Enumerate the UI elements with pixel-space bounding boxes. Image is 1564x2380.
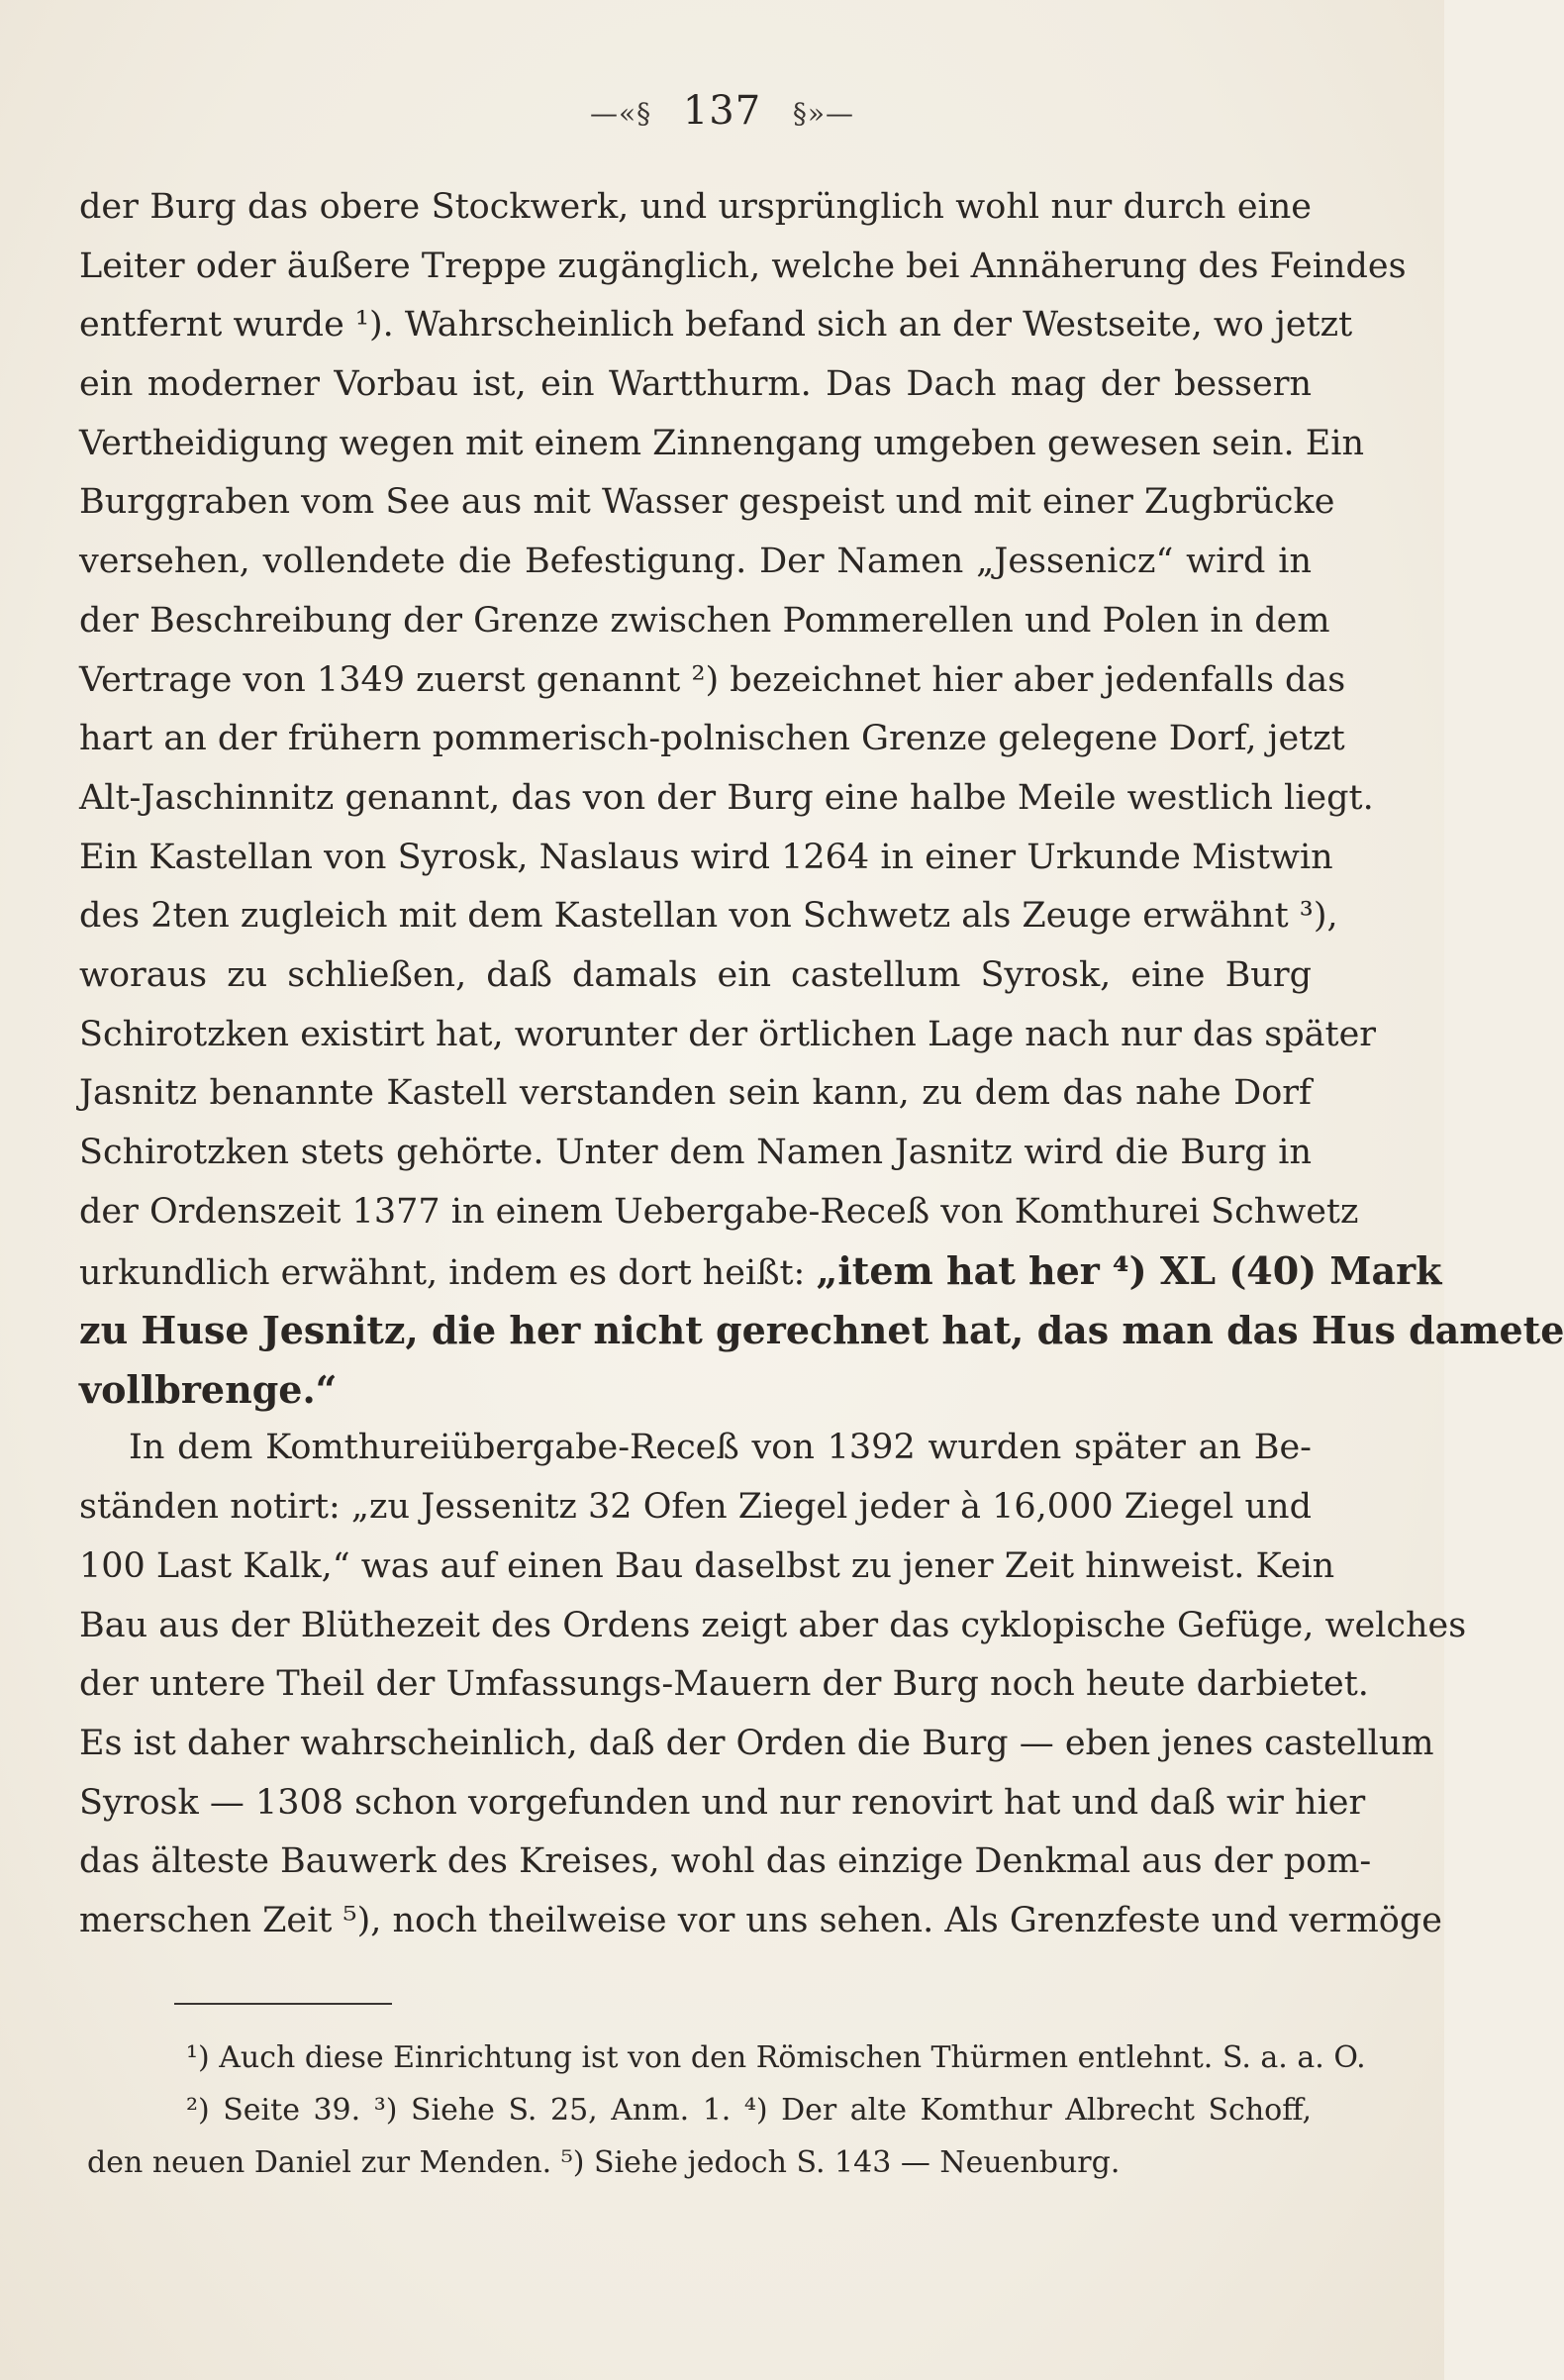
- text-line: ständen notirt: „zu Jessenitz 32 Ofen Ziegel jeder à 16,000 Ziegel und: [79, 1487, 1312, 1528]
- text-line: Vertheidigung wegen mit einem Zinnengang umgeben gewesen sein. Ein: [79, 423, 1365, 463]
- text-line: hart an der frühern pommerisch-polnischen Grenze gelegene Dorf, jetzt: [79, 719, 1345, 759]
- quote-bold: „item hat her ⁴) XL (40) Mark: [816, 1248, 1442, 1294]
- quote-line-bold: vollbrenge.“: [79, 1366, 338, 1412]
- quote-line-bold: zu Huse Jesnitz, die her nicht gerechnet hat, das man das Hus damete: [79, 1308, 1564, 1353]
- text-line: der Ordenszeit 1377 in einem Uebergabe-Receß von Komthurei Schwetz: [79, 1191, 1359, 1232]
- text-line: Schirotzken stets gehörte. Unter dem Namen Jasnitz wird die Burg in: [79, 1133, 1312, 1172]
- text-line: 100 Last Kalk,“ was auf einen Bau daselbst zu jener Zeit hinweist. Kein: [79, 1545, 1335, 1586]
- left-ornament: —«§: [589, 97, 652, 130]
- right-ornament: §»—: [792, 97, 855, 130]
- page-number: 137: [682, 88, 762, 134]
- text-line: Leiter oder äußere Treppe zugänglich, welche bei Annäherung des Feindes: [79, 246, 1407, 286]
- text-line: In dem Komthureiübergabe-Receß von 1392 wurden später an Be-: [129, 1428, 1312, 1468]
- footnote-line: ¹) Auch diese Einrichtung ist von den Römischen Thürmen entlehnt. S. a. a. O.: [186, 2040, 1366, 2075]
- text-line: Vertrage von 1349 zuerst genannt ²) bezeichnet hier aber jedenfalls das: [79, 659, 1346, 700]
- footnote-line: ²) Seite 39. ³) Siehe S. 25, Anm. 1. ⁴) Der alte Komthur Albrecht Schoff,: [186, 2093, 1312, 2128]
- text-line: der untere Theil der Umfassungs-Mauern der Burg noch heute darbietet.: [79, 1664, 1369, 1705]
- page-header: [0, 83, 1444, 142]
- text-line: der Burg das obere Stockwerk, und ursprünglich wohl nur durch eine: [79, 187, 1312, 227]
- footnotes: [87, 2032, 1366, 2189]
- paragraph-1: [79, 178, 1564, 1419]
- text-line: Alt-Jaschinnitz genannt, das von der Burg eine halbe Meile westlich liegt.: [79, 777, 1374, 818]
- quote-intro: urkundlich erwähnt, indem es dort heißt:: [79, 1253, 806, 1294]
- text-line: des 2ten zugleich mit dem Kastellan von Schwetz als Zeuge erwähnt ³),: [79, 896, 1338, 937]
- main-text: [79, 178, 1564, 1951]
- text-line: entfernt wurde ¹). Wahrscheinlich befand sich an der Westseite, wo jetzt: [79, 305, 1353, 346]
- text-line: der Beschreibung der Grenze zwischen Pommerellen und Polen in dem: [79, 600, 1330, 641]
- text-line: woraus zu schließen, daß damals ein castellum Syrosk, eine Burg: [79, 954, 1312, 995]
- text-line: Burggraben vom See aus mit Wasser gespeist und mit einer Zugbrücke: [79, 482, 1335, 523]
- text-line: Jasnitz benannte Kastell verstanden sein kann, zu dem das nahe Dorf: [79, 1073, 1312, 1114]
- text-line: Schirotzken existirt hat, worunter der örtlichen Lage nach nur das später: [79, 1014, 1377, 1054]
- text-line: Syrosk — 1308 schon vorgefunden und nur renovirt hat und daß wir hier: [79, 1782, 1366, 1823]
- footnote-line: den neuen Daniel zur Menden. ⁵) Siehe jedoch S. 143 — Neuenburg.: [87, 2145, 1121, 2180]
- text-line: Bau aus der Blüthezeit des Ordens zeigt aber das cyklopische Gefüge, welches: [79, 1605, 1467, 1645]
- text-line-mixed: [79, 1241, 1442, 1301]
- text-line: das älteste Bauwerk des Kreises, wohl das einzige Denkmal aus der pom-: [79, 1841, 1372, 1882]
- text-line: merschen Zeit ⁵), noch theilweise vor uns sehen. Als Grenzfeste und vermöge: [79, 1900, 1442, 1940]
- text-line: Es ist daher wahrscheinlich, daß der Orden die Burg — eben jenes castellum: [79, 1723, 1434, 1763]
- text-line: versehen, vollendete die Befestigung. Der Namen „Jessenicz“ wird in: [79, 542, 1312, 582]
- text-line: Ein Kastellan von Syrosk, Naslaus wird 1264 in einer Urkunde Mistwin: [79, 837, 1333, 877]
- footnote-divider: [174, 2003, 392, 2005]
- paragraph-2: [79, 1419, 1467, 1950]
- text-line: ein moderner Vorbau ist, ein Wartthurm. Das Dach mag der bessern: [79, 364, 1312, 405]
